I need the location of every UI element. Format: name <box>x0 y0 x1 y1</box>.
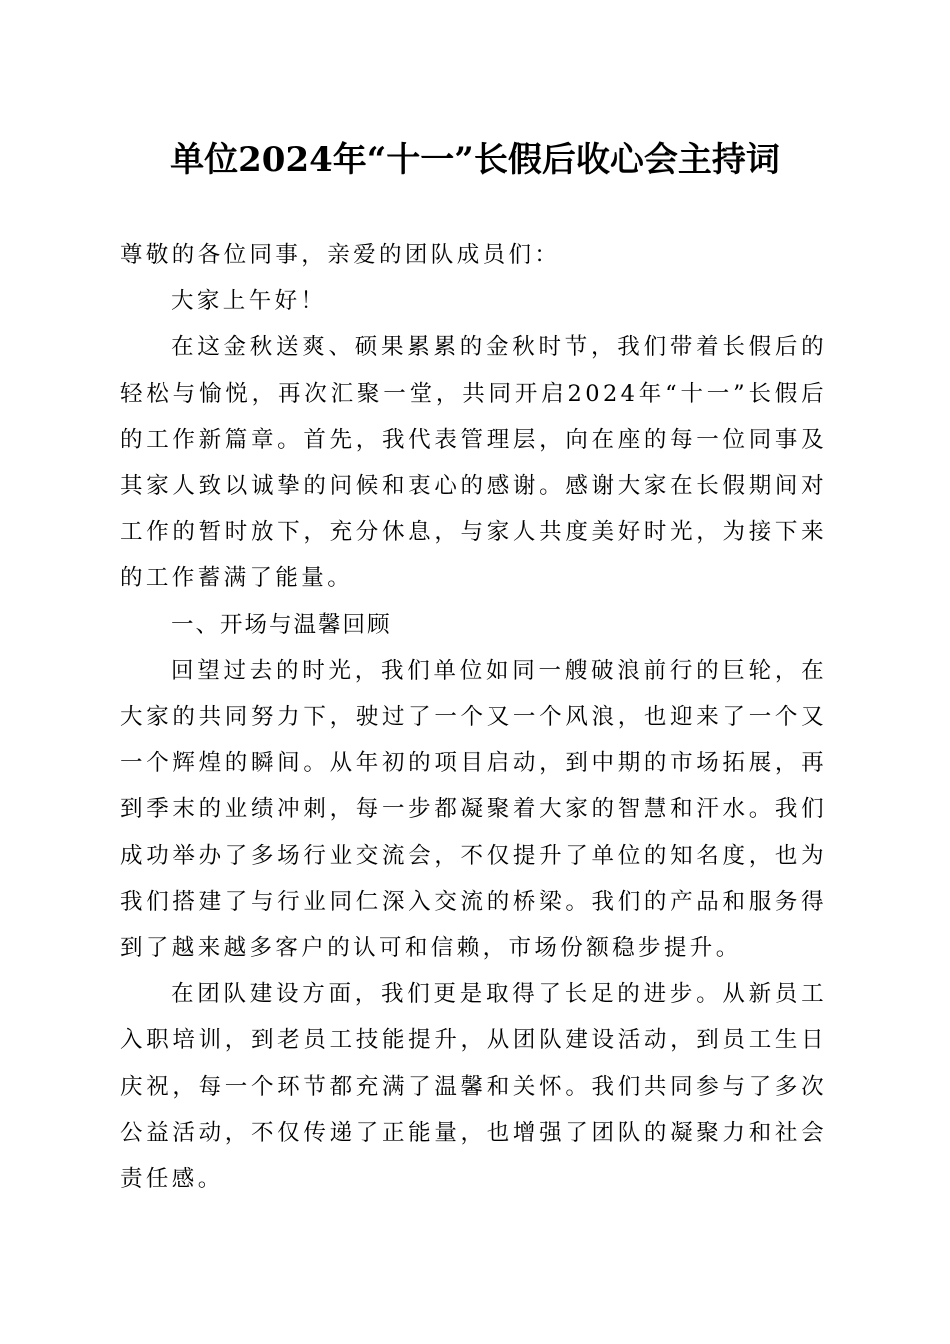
document-body <box>120 232 827 1202</box>
greeting: 大家上午好！ <box>171 288 327 315</box>
intro-paragraph: 在这金秋送爽、硕果累累的金秋时节，我们带着长假后的轻松与愉悦，再次汇聚一堂，共同开启2024年“十一”长假后的工作新篇章。首先，我代表管理层，向在座的每一位同事及其家人致以诚挚的问候和衷心的感谢。感谢大家在长假期间对工作的暂时放下，充分休息，与家人共度美好时光，为接下来的工作蓄满了能量。 <box>120 334 827 592</box>
section-paragraph: 回望过去的时光，我们单位如同一艘破浪前行的巨轮，在大家的共同努力下，驶过了一个又一个风浪，也迎来了一个又一个辉煌的瞬间。从年初的项目启动，到中期的市场拓展，再到季末的业绩冲刺，每一步都凝聚着大家的智慧和汗水。我们成功举办了多场行业交流会，不仅提升了单位的知名度，也为我们搭建了与行业同仁深入交流的桥梁。我们的产品和服务得到了越来越多客户的认可和信赖，市场份额稳步提升。 <box>120 657 827 962</box>
document-title: 单位2024年“十一”长假后收心会主持词 <box>170 140 780 180</box>
section-heading: 一、开场与温馨回顾 <box>171 611 392 638</box>
section-paragraph: 在团队建设方面，我们更是取得了长足的进步。从新员工入职培训，到老员工技能提升，从团队建设活动，到员工生日庆祝，每一个环节都充满了温馨和关怀。我们共同参与了多次公益活动，不仅传递了正能量，也增强了团队的凝聚力和社会责任感。 <box>120 981 827 1193</box>
salutation: 尊敬的各位同事，亲爱的团队成员们： <box>120 242 561 268</box>
